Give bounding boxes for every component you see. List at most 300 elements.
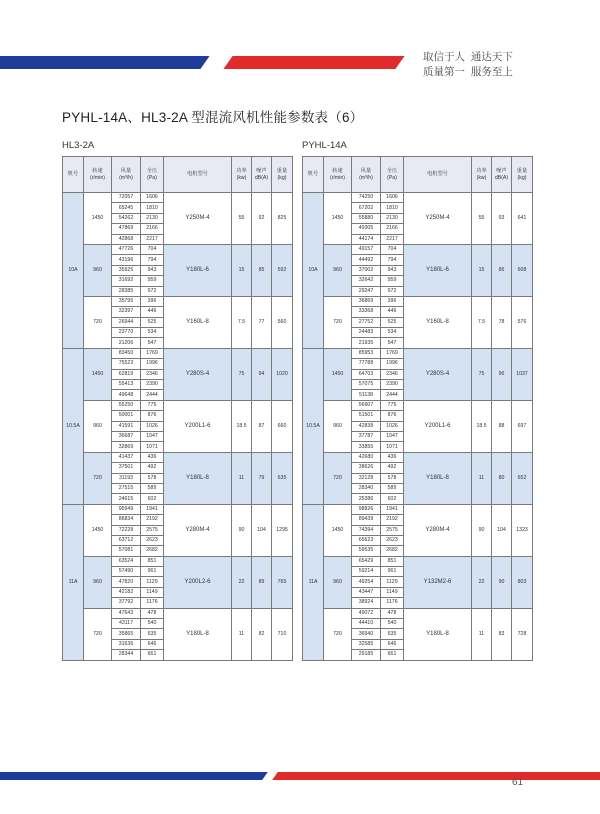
- airflow-cell: 55413: [112, 380, 141, 390]
- table-caption-hl3-2a: HL3-2A: [62, 140, 95, 151]
- airflow-cell: 51138: [352, 390, 381, 400]
- airflow-cell: 89439: [352, 515, 381, 525]
- airflow-cell: 43447: [352, 587, 381, 597]
- airflow-cell: 49072: [352, 608, 381, 618]
- power-cell: 22: [232, 556, 252, 608]
- pressure-cell: 1047: [381, 431, 404, 441]
- power-cell: 11: [232, 452, 252, 504]
- airflow-cell: 62819: [112, 369, 141, 379]
- pressure-cell: 2575: [381, 525, 404, 535]
- table-row: [63, 348, 293, 358]
- pressure-cell: 635: [141, 629, 164, 639]
- noise-cell: 92: [252, 193, 272, 245]
- weight-cell: 592: [272, 244, 293, 296]
- pressure-cell: 547: [381, 338, 404, 348]
- table-row: [303, 608, 533, 618]
- airflow-cell: 57490: [112, 567, 141, 577]
- motor-model-cell: Y180L-6: [164, 244, 232, 296]
- pressure-cell: 1996: [381, 359, 404, 369]
- airflow-cell: 38626: [352, 463, 381, 473]
- pressure-cell: 1769: [381, 348, 404, 358]
- airflow-cell: 31636: [112, 639, 141, 649]
- machine-number-cell: 10A: [303, 193, 324, 349]
- column-header: 重量 (kg): [272, 157, 293, 193]
- table-row: [303, 556, 533, 566]
- table-row: [303, 244, 533, 254]
- airflow-cell: 29185: [352, 650, 381, 660]
- footer-blue-stripe: [0, 772, 268, 780]
- machine-number-cell: 11A: [303, 504, 324, 660]
- airflow-cell: 56907: [352, 400, 381, 410]
- pressure-cell: 943: [141, 265, 164, 275]
- pressure-cell: 775: [141, 400, 164, 410]
- weight-cell: 697: [512, 400, 533, 452]
- pressure-cell: 704: [141, 244, 164, 254]
- pressure-cell: 2682: [141, 546, 164, 556]
- machine-number-cell: 10.5A: [303, 348, 324, 504]
- pressure-cell: 2623: [141, 535, 164, 545]
- motor-model-cell: Y250M-4: [164, 193, 232, 245]
- pressure-cell: 646: [141, 639, 164, 649]
- motor-model-cell: Y280S-4: [164, 348, 232, 400]
- airflow-cell: 42680: [352, 452, 381, 462]
- airflow-cell: 47869: [112, 224, 141, 234]
- pressure-cell: 396: [381, 296, 404, 306]
- speed-cell: 960: [324, 400, 352, 452]
- pressure-cell: 2217: [381, 234, 404, 244]
- pressure-cell: 1071: [141, 442, 164, 452]
- pressure-cell: 436: [381, 452, 404, 462]
- table-header-row: [63, 157, 293, 193]
- table-row: [303, 296, 533, 306]
- weight-cell: 660: [272, 400, 293, 452]
- pressure-cell: 2575: [141, 525, 164, 535]
- pressure-cell: 2682: [381, 546, 404, 556]
- pressure-cell: 446: [141, 307, 164, 317]
- power-cell: 15: [232, 244, 252, 296]
- pressure-cell: 578: [381, 473, 404, 483]
- table-row: [63, 244, 293, 254]
- airflow-cell: 49305: [352, 224, 381, 234]
- pressure-cell: 2166: [381, 224, 404, 234]
- pressure-cell: 775: [381, 400, 404, 410]
- pressure-cell: 794: [381, 255, 404, 265]
- airflow-cell: 28340: [352, 483, 381, 493]
- weight-cell: 641: [512, 193, 533, 245]
- airflow-cell: 42838: [352, 421, 381, 431]
- airflow-cell: 51501: [352, 411, 381, 421]
- pressure-cell: 2346: [141, 369, 164, 379]
- noise-cell: 94: [252, 348, 272, 400]
- power-cell: 90: [232, 504, 252, 556]
- airflow-cell: 27515: [112, 483, 141, 493]
- airflow-cell: 32869: [112, 442, 141, 452]
- airflow-cell: 49648: [112, 390, 141, 400]
- airflow-cell: 31193: [112, 473, 141, 483]
- airflow-cell: 54262: [112, 213, 141, 223]
- pressure-cell: 534: [381, 328, 404, 338]
- header-red-stripe: [223, 56, 404, 69]
- airflow-cell: 47820: [112, 577, 141, 587]
- speed-cell: 720: [84, 452, 112, 504]
- airflow-cell: 65623: [352, 535, 381, 545]
- pressure-cell: 1176: [141, 598, 164, 608]
- airflow-cell: 63524: [112, 556, 141, 566]
- motor-model-cell: Y180L-8: [164, 608, 232, 660]
- airflow-cell: 37792: [112, 598, 141, 608]
- airflow-cell: 57081: [112, 546, 141, 556]
- speed-cell: 1450: [84, 504, 112, 556]
- airflow-cell: 42182: [112, 587, 141, 597]
- airflow-cell: 28344: [112, 650, 141, 660]
- motor-model-cell: Y180L-8: [164, 452, 232, 504]
- pressure-cell: 525: [141, 317, 164, 327]
- airflow-cell: 28385: [112, 286, 141, 296]
- noise-cell: 90: [492, 556, 512, 608]
- noise-cell: 82: [252, 608, 272, 660]
- table-row: [63, 608, 293, 618]
- pressure-cell: 2130: [381, 213, 404, 223]
- table-row: [303, 452, 533, 462]
- pressure-cell: 602: [381, 494, 404, 504]
- airflow-cell: 44174: [352, 234, 381, 244]
- motor-model-cell: Y280M-4: [164, 504, 232, 556]
- airflow-cell: 57075: [352, 380, 381, 390]
- pressure-cell: 635: [381, 629, 404, 639]
- power-cell: 55: [472, 193, 492, 245]
- airflow-cell: 36940: [352, 629, 381, 639]
- pressure-cell: 2192: [141, 515, 164, 525]
- pressure-cell: 492: [381, 463, 404, 473]
- pressure-cell: 436: [141, 452, 164, 462]
- airflow-cell: 32585: [352, 639, 381, 649]
- pressure-cell: 943: [381, 265, 404, 275]
- slogan-line-2: 质量第一 服务至上: [423, 66, 513, 78]
- airflow-cell: 26944: [112, 317, 141, 327]
- airflow-cell: 64703: [352, 369, 381, 379]
- airflow-cell: 63712: [112, 535, 141, 545]
- pressure-cell: 396: [141, 296, 164, 306]
- noise-cell: 88: [492, 400, 512, 452]
- airflow-cell: 36687: [112, 431, 141, 441]
- airflow-cell: 83450: [112, 348, 141, 358]
- pressure-cell: 2444: [381, 390, 404, 400]
- pressure-cell: 1149: [381, 587, 404, 597]
- pressure-cell: 589: [381, 483, 404, 493]
- column-header: 机号: [303, 157, 324, 193]
- airflow-cell: 55880: [352, 213, 381, 223]
- pressure-cell: 2346: [381, 369, 404, 379]
- speed-cell: 1450: [84, 193, 112, 245]
- pressure-cell: 602: [141, 494, 164, 504]
- power-cell: 7.5: [232, 296, 252, 348]
- column-header: 电机型号: [404, 157, 472, 193]
- weight-cell: 1295: [272, 504, 293, 556]
- table-caption-pyhl-14a: PYHL-14A: [302, 140, 347, 151]
- slogan-line-1: 取信于人 通达天下: [423, 51, 513, 63]
- pressure-cell: 547: [141, 338, 164, 348]
- pressure-cell: 2390: [141, 380, 164, 390]
- motor-model-cell: Y180L-8: [404, 452, 472, 504]
- table-header-row: [303, 157, 533, 193]
- table-row: [63, 556, 293, 566]
- airflow-cell: 85953: [352, 348, 381, 358]
- power-cell: 18.5: [472, 400, 492, 452]
- airflow-cell: 59535: [352, 546, 381, 556]
- speed-cell: 1450: [324, 348, 352, 400]
- pressure-cell: 1810: [381, 203, 404, 213]
- motor-model-cell: Y200L1-6: [164, 400, 232, 452]
- speed-cell: 720: [324, 296, 352, 348]
- speed-cell: 960: [324, 244, 352, 296]
- airflow-cell: 98826: [352, 504, 381, 514]
- pressure-cell: 534: [141, 328, 164, 338]
- pressure-cell: 876: [381, 411, 404, 421]
- noise-cell: 93: [492, 193, 512, 245]
- pressure-cell: 578: [141, 473, 164, 483]
- pressure-cell: 492: [141, 463, 164, 473]
- pressure-cell: 1129: [141, 577, 164, 587]
- speed-cell: 960: [324, 556, 352, 608]
- airflow-cell: 32397: [112, 307, 141, 317]
- pressure-cell: 2390: [381, 380, 404, 390]
- weight-cell: 765: [272, 556, 293, 608]
- pressure-cell: 704: [381, 244, 404, 254]
- pressure-cell: 1129: [381, 577, 404, 587]
- power-cell: 15: [472, 244, 492, 296]
- airflow-cell: 95949: [112, 504, 141, 514]
- pressure-cell: 540: [381, 619, 404, 629]
- power-cell: 11: [232, 608, 252, 660]
- pressure-cell: 961: [141, 567, 164, 577]
- column-header: 风量 (m³/h): [352, 157, 381, 193]
- pressure-cell: 1941: [381, 504, 404, 514]
- column-header: 机号: [63, 157, 84, 193]
- airflow-cell: 50001: [112, 411, 141, 421]
- airflow-cell: 67202: [352, 203, 381, 213]
- pressure-cell: 646: [381, 639, 404, 649]
- weight-cell: 710: [272, 608, 293, 660]
- header-blue-stripe: [0, 56, 210, 69]
- page-number: 61: [512, 777, 524, 788]
- pressure-cell: 972: [381, 286, 404, 296]
- airflow-cell: 33368: [352, 307, 381, 317]
- airflow-cell: 24615: [112, 494, 141, 504]
- table-row: [63, 296, 293, 306]
- noise-cell: 79: [252, 452, 272, 504]
- power-cell: 18.5: [232, 400, 252, 452]
- pressure-cell: 2192: [381, 515, 404, 525]
- pressure-cell: 1606: [141, 193, 164, 203]
- table-row: [303, 504, 533, 514]
- column-header: 功率 (kw): [472, 157, 492, 193]
- pressure-cell: 959: [141, 276, 164, 286]
- pressure-cell: 661: [381, 650, 404, 660]
- weight-cell: 560: [272, 296, 293, 348]
- airflow-cell: 55250: [112, 400, 141, 410]
- pressure-cell: 1941: [141, 504, 164, 514]
- weight-cell: 576: [512, 296, 533, 348]
- weight-cell: 1037: [512, 348, 533, 400]
- motor-model-cell: Y280S-4: [404, 348, 472, 400]
- machine-number-cell: 11A: [63, 504, 84, 660]
- pressure-cell: 1047: [141, 431, 164, 441]
- pressure-cell: 1810: [141, 203, 164, 213]
- airflow-cell: 41437: [112, 452, 141, 462]
- noise-cell: 86: [492, 244, 512, 296]
- airflow-cell: 44492: [352, 255, 381, 265]
- speed-cell: 1450: [324, 193, 352, 245]
- power-cell: 7.5: [472, 296, 492, 348]
- column-header: 重量 (kg): [512, 157, 533, 193]
- motor-model-cell: Y180L-8: [404, 608, 472, 660]
- speed-cell: 720: [324, 452, 352, 504]
- weight-cell: 803: [512, 556, 533, 608]
- table-row: [303, 193, 533, 203]
- pressure-cell: 876: [141, 411, 164, 421]
- table-row: [303, 400, 533, 410]
- speed-cell: 960: [84, 400, 112, 452]
- airflow-cell: 72228: [112, 525, 141, 535]
- airflow-cell: 23770: [112, 328, 141, 338]
- pressure-cell: 2217: [141, 234, 164, 244]
- power-cell: 22: [472, 556, 492, 608]
- machine-number-cell: 10.5A: [63, 348, 84, 504]
- column-header: 全压 (Pa): [141, 157, 164, 193]
- airflow-cell: 41591: [112, 421, 141, 431]
- pressure-cell: 446: [381, 307, 404, 317]
- pressure-cell: 961: [381, 567, 404, 577]
- airflow-cell: 59214: [352, 567, 381, 577]
- power-cell: 75: [472, 348, 492, 400]
- speed-cell: 720: [84, 296, 112, 348]
- column-header: 功率 (kw): [232, 157, 252, 193]
- performance-table-pyhl-14a: [302, 156, 533, 661]
- airflow-cell: 37002: [352, 265, 381, 275]
- motor-model-cell: Y160L-8: [404, 296, 472, 348]
- column-header: 转速 (r/min): [84, 157, 112, 193]
- pressure-cell: 525: [381, 317, 404, 327]
- airflow-cell: 37501: [112, 463, 141, 473]
- noise-cell: 104: [252, 504, 272, 556]
- speed-cell: 1450: [324, 504, 352, 556]
- weight-cell: 728: [512, 608, 533, 660]
- column-header: 电机型号: [164, 157, 232, 193]
- noise-cell: 78: [492, 296, 512, 348]
- airflow-cell: 35795: [112, 296, 141, 306]
- noise-cell: 85: [252, 244, 272, 296]
- airflow-cell: 25386: [352, 494, 381, 504]
- airflow-cell: 74394: [352, 525, 381, 535]
- pressure-cell: 540: [141, 619, 164, 629]
- airflow-cell: 21935: [352, 338, 381, 348]
- airflow-cell: 43196: [112, 255, 141, 265]
- noise-cell: 83: [492, 608, 512, 660]
- pressure-cell: 1071: [381, 442, 404, 452]
- table-row: [63, 452, 293, 462]
- weight-cell: 652: [512, 452, 533, 504]
- table-row: [63, 504, 293, 514]
- pressure-cell: 1149: [141, 587, 164, 597]
- airflow-cell: 31692: [112, 276, 141, 286]
- pressure-cell: 1769: [141, 348, 164, 358]
- power-cell: 55: [232, 193, 252, 245]
- motor-model-cell: Y180L-6: [404, 244, 472, 296]
- pressure-cell: 661: [141, 650, 164, 660]
- pressure-cell: 2166: [141, 224, 164, 234]
- airflow-cell: 75523: [112, 359, 141, 369]
- pressure-cell: 1026: [381, 421, 404, 431]
- pressure-cell: 959: [381, 276, 404, 286]
- airflow-cell: 29247: [352, 286, 381, 296]
- pressure-cell: 972: [141, 286, 164, 296]
- column-header: 噪声 dB(A): [492, 157, 512, 193]
- pressure-cell: 478: [141, 608, 164, 618]
- performance-table-hl3-2a: [62, 156, 293, 661]
- speed-cell: 960: [84, 556, 112, 608]
- column-header: 风量 (m³/h): [112, 157, 141, 193]
- pressure-cell: 2623: [381, 535, 404, 545]
- airflow-cell: 33855: [352, 442, 381, 452]
- power-cell: 90: [472, 504, 492, 556]
- airflow-cell: 37787: [352, 431, 381, 441]
- motor-model-cell: Y200L1-6: [404, 400, 472, 452]
- speed-cell: 1450: [84, 348, 112, 400]
- motor-model-cell: Y132M2-6: [404, 556, 472, 608]
- pressure-cell: 1176: [381, 598, 404, 608]
- noise-cell: 87: [252, 400, 272, 452]
- airflow-cell: 32642: [352, 276, 381, 286]
- noise-cell: 89: [252, 556, 272, 608]
- weight-cell: 635: [272, 452, 293, 504]
- speed-cell: 960: [84, 244, 112, 296]
- speed-cell: 720: [84, 608, 112, 660]
- weight-cell: 825: [272, 193, 293, 245]
- airflow-cell: 86834: [112, 515, 141, 525]
- noise-cell: 80: [492, 452, 512, 504]
- speed-cell: 720: [324, 608, 352, 660]
- airflow-cell: 49254: [352, 577, 381, 587]
- motor-model-cell: Y200L2-6: [164, 556, 232, 608]
- pressure-cell: 589: [141, 483, 164, 493]
- airflow-cell: 38924: [352, 598, 381, 608]
- noise-cell: 104: [492, 504, 512, 556]
- machine-number-cell: 10A: [63, 193, 84, 349]
- column-header: 噪声 dB(A): [252, 157, 272, 193]
- airflow-cell: 36869: [352, 296, 381, 306]
- motor-model-cell: Y250M-4: [404, 193, 472, 245]
- airflow-cell: 47643: [112, 608, 141, 618]
- motor-model-cell: Y280M-4: [404, 504, 472, 556]
- table-row: [63, 193, 293, 203]
- airflow-cell: 35865: [112, 629, 141, 639]
- pressure-cell: 851: [141, 556, 164, 566]
- page-title: PYHL-14A、HL3-2A 型混流风机性能参数表（6）: [62, 110, 364, 125]
- pressure-cell: 1606: [381, 193, 404, 203]
- airflow-cell: 43117: [112, 619, 141, 629]
- airflow-cell: 27752: [352, 317, 381, 327]
- pressure-cell: 2130: [141, 213, 164, 223]
- pressure-cell: 794: [141, 255, 164, 265]
- pressure-cell: 1996: [141, 359, 164, 369]
- table-row: [303, 348, 533, 358]
- slogan: [423, 50, 513, 80]
- pressure-cell: 851: [381, 556, 404, 566]
- airflow-cell: 32128: [352, 473, 381, 483]
- airflow-cell: 65429: [352, 556, 381, 566]
- column-header: 转速 (r/min): [324, 157, 352, 193]
- power-cell: 11: [472, 608, 492, 660]
